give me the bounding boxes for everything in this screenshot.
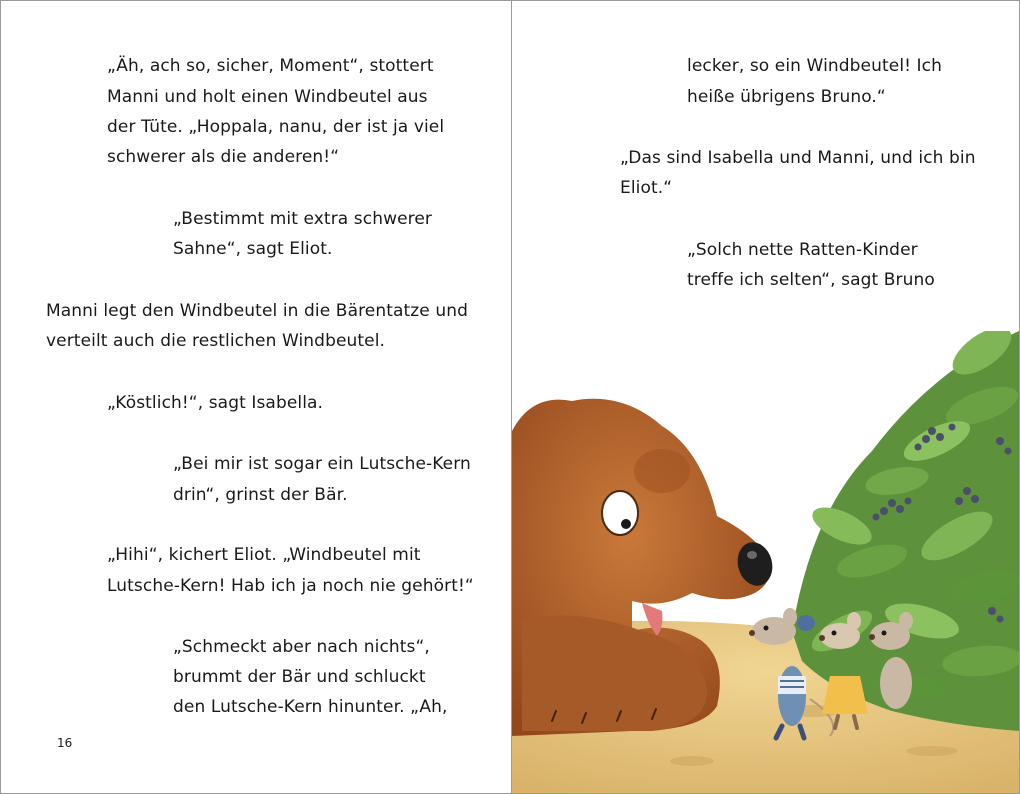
illustration	[512, 331, 1019, 793]
page-number: 16	[57, 736, 73, 750]
text-line: „Bei mir ist sogar ein Lutsche-Kern	[173, 454, 471, 474]
text-line: den Lutsche-Kern hinunter. „Ah,	[173, 697, 448, 717]
text-line: Lutsche-Kern! Hab ich ja noch nie gehört!“	[107, 576, 474, 596]
text-line: Manni legt den Windbeutel in die Bärentatze und	[46, 301, 469, 321]
text-line: heiße übrigens Bruno.“	[687, 87, 886, 107]
text-line: verteilt auch die restlichen Windbeutel.	[46, 331, 386, 351]
text-line: „Hihi“, kichert Eliot. „Windbeutel mit	[107, 545, 421, 565]
text-line: brummt der Bär und schluckt	[173, 667, 426, 687]
text-line: „Bestimmt mit extra schwerer	[173, 209, 433, 229]
text-line: der Tüte. „Hoppala, nanu, der ist ja viel	[107, 117, 445, 137]
text-line: schwerer als die anderen!“	[107, 147, 340, 167]
text-line: „Solch nette Ratten-Kinder	[687, 240, 918, 260]
text-line: Manni und holt einen Windbeutel aus	[107, 87, 428, 107]
text-line: Sahne“, sagt Eliot.	[173, 239, 333, 259]
text-line: „Köstlich!“, sagt Isabella.	[107, 393, 324, 413]
text-line: treffe ich selten“, sagt Bruno	[687, 270, 935, 290]
text-line: lecker, so ein Windbeutel! Ich	[687, 56, 942, 76]
text-line: „Äh, ach so, sicher, Moment“, stottert	[107, 56, 434, 76]
text-line: „Schmeckt aber nach nichts“,	[173, 637, 430, 657]
text-line: „Das sind Isabella und Manni, und ich bin	[620, 148, 976, 168]
left-page	[1, 1, 511, 793]
right-page	[512, 1, 1019, 793]
text-line: Eliot.“	[620, 178, 673, 198]
text-line: drin“, grinst der Bär.	[173, 485, 348, 505]
